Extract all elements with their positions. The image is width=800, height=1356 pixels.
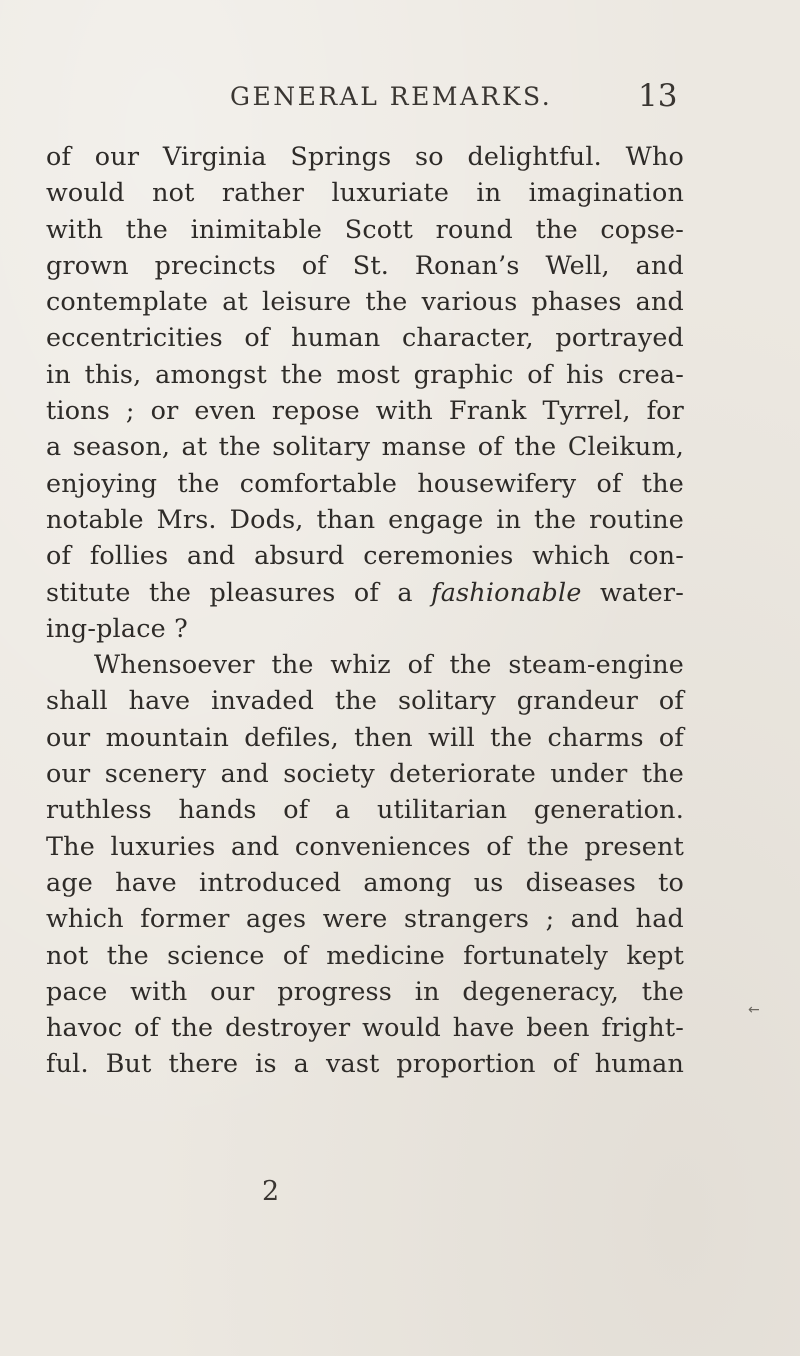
text-line: in this, amongst the most graphic of his crea- (46, 358, 684, 389)
text-line: havoc of the destroyer would have been fright- (46, 1012, 684, 1043)
text-line (46, 574, 684, 610)
running-head (40, 78, 720, 118)
text-line: our mountain defiles, then will the charms of (46, 721, 684, 752)
text-line: notable Mrs. Dods, than engage in the routine (46, 503, 684, 534)
text-line: a season, at the solitary manse of the Cleikum, (46, 431, 684, 462)
text-line: would not rather luxuriate in imagination (46, 177, 684, 208)
header-title: GENERAL REMARKS. (230, 82, 553, 111)
page-number: 13 (638, 78, 678, 114)
text-line: of our Virginia Springs so delightful. Who (46, 141, 684, 171)
text-line: enjoying the comfortable housewifery of the (46, 467, 684, 498)
text-line: The luxuries and conveniences of the present (46, 830, 684, 861)
text-line: which former ages were strangers ; and had (46, 903, 684, 934)
text-line: our scenery and society deteriorate under the (46, 758, 684, 789)
text-line: Whensoever the whiz of the steam-engine (94, 649, 684, 680)
text-line: grown precincts of St. Ronan’s Well, and (46, 249, 684, 280)
body-text (46, 138, 684, 1082)
signature-mark: 2 (262, 1176, 280, 1207)
text-line: shall have invaded the solitary grandeur of (46, 685, 684, 716)
text-line: contemplate at leisure the various phases and (46, 286, 684, 317)
text-line: ing-place ? (46, 612, 188, 643)
text-line-end: water- (599, 576, 684, 607)
text-line: ruthless hands of a utilitarian generation. (46, 794, 684, 825)
text-line: not the science of medicine fortunately kept (46, 939, 684, 970)
text-line: age have introduced among us diseases to (46, 866, 684, 897)
text-line: of follies and absurd ceremonies which con- (46, 540, 684, 571)
text-line: ful. But there is a vast proportion of human (46, 1048, 684, 1079)
text-line: tions ; or even repose with Frank Tyrrel, for (46, 395, 684, 426)
margin-mark: ← (748, 1002, 760, 1018)
text-line: eccentricities of human character, portrayed (46, 322, 684, 353)
text-line-start: stitute the pleasures of a (46, 576, 413, 607)
italic-word: fashionable (431, 576, 582, 607)
text-line: pace with our progress in degeneracy, the (46, 975, 684, 1006)
text-line: with the inimitable Scott round the copse- (46, 213, 684, 244)
